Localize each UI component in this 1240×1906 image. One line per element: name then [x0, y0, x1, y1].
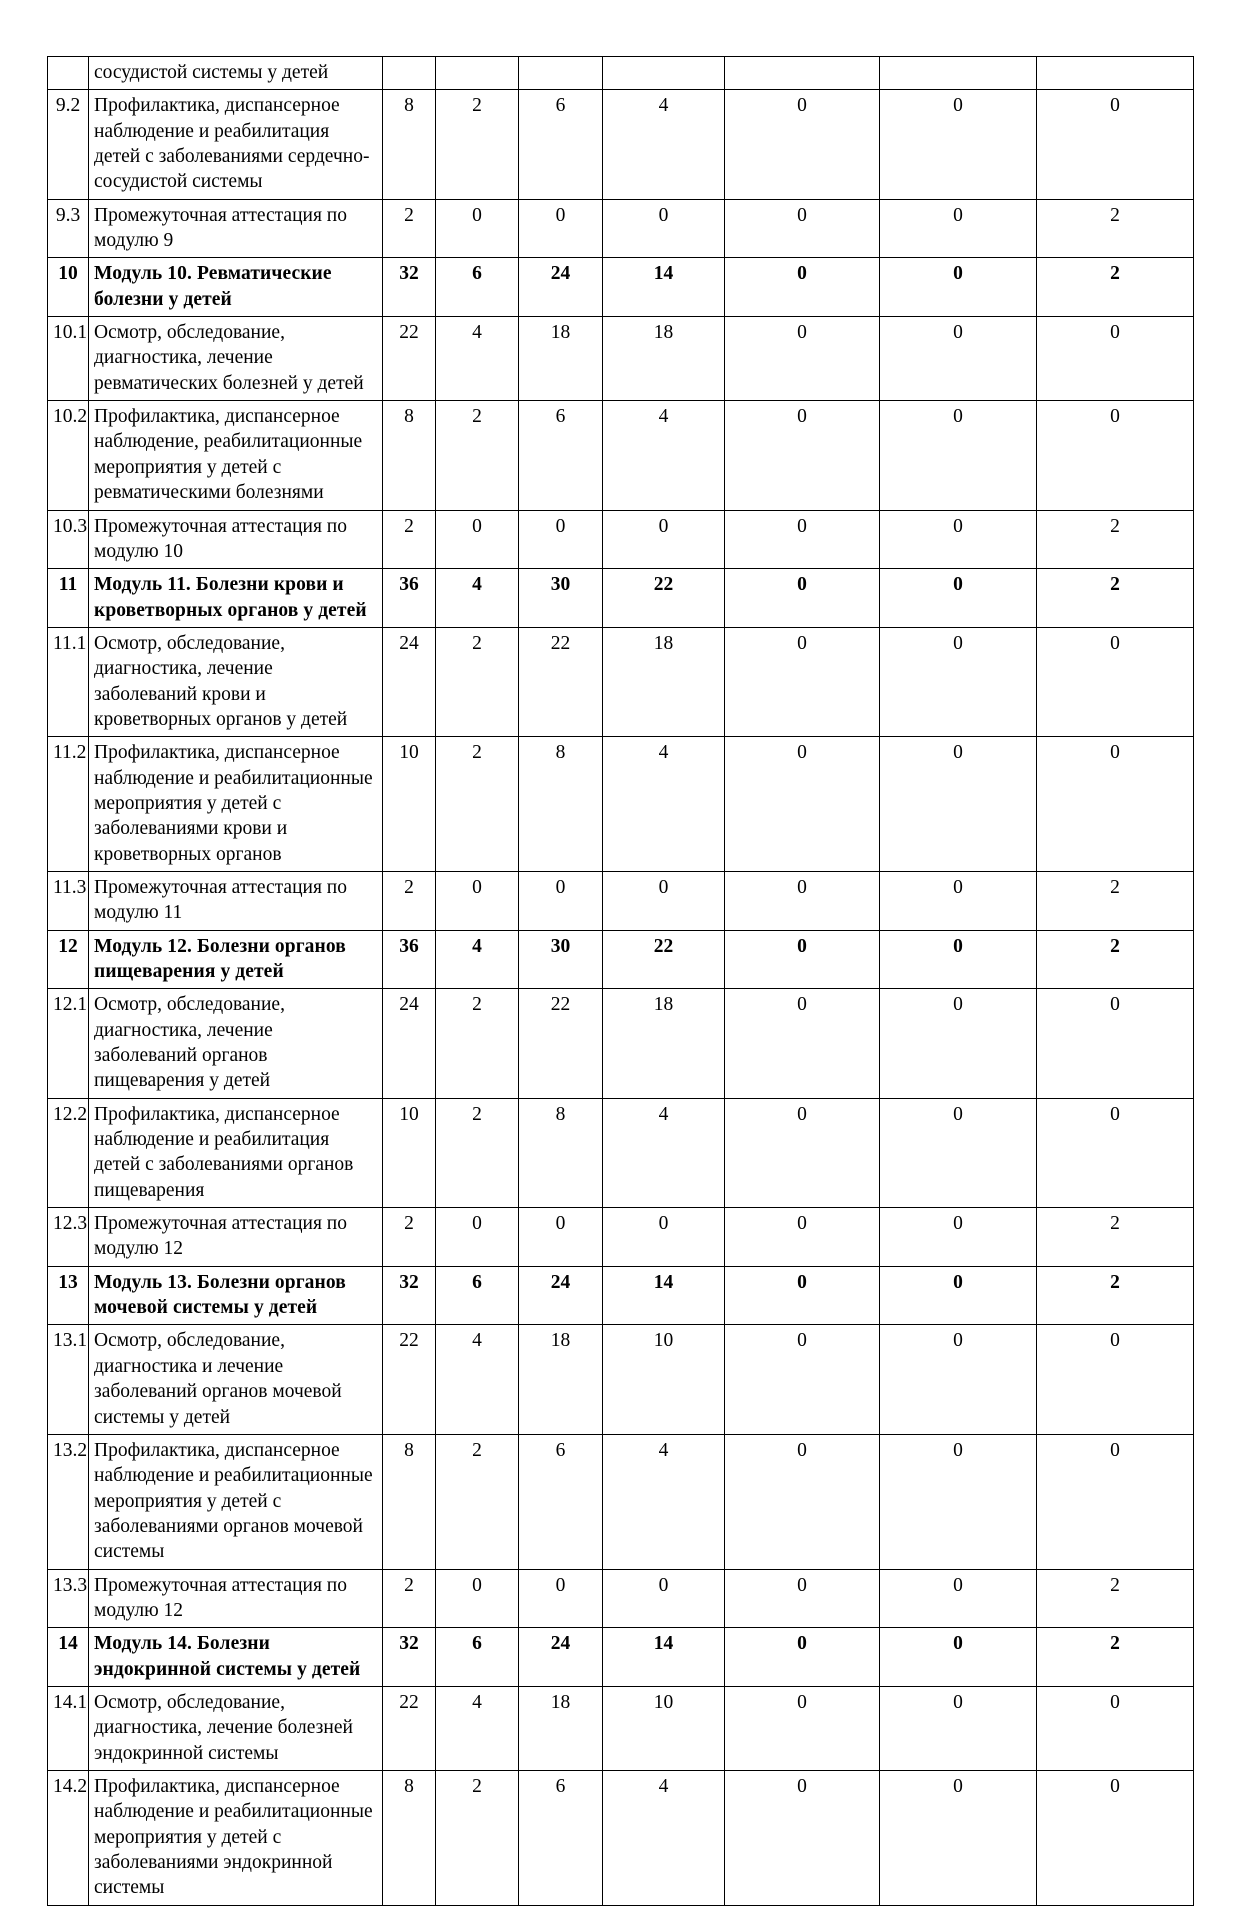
row-index-cell: 12.1 [48, 989, 89, 1098]
row-control-cell: 2 [1037, 1208, 1194, 1267]
row-practice-cell: 0 [519, 871, 603, 930]
row-other2-cell: 0 [880, 871, 1037, 930]
row-name-cell: Профилактика, диспансерное наблюдение и реабилитационные мероприятия у детей с заболеваниями органов мочевой системы [89, 1434, 383, 1569]
row-practice-cell: 22 [519, 989, 603, 1098]
row-simulation-cell: 0 [603, 510, 725, 569]
row-total-hours-cell: 32 [383, 1628, 436, 1687]
row-practice-cell: 0 [519, 1208, 603, 1267]
row-lectures-cell: 2 [436, 1098, 519, 1207]
row-other2-cell: 0 [880, 1434, 1037, 1569]
row-practice-cell: 0 [519, 199, 603, 258]
row-name-cell: Модуль 11. Болезни крови и кроветворных органов у детей [89, 569, 383, 628]
row-name-cell: Профилактика, диспансерное наблюдение и реабилитация детей с заболеваниями органов пищеварения [89, 1098, 383, 1207]
row-lectures-cell: 2 [436, 737, 519, 872]
row-other1-cell [725, 57, 880, 90]
row-practice-cell: 30 [519, 930, 603, 989]
row-name-cell: Профилактика, диспансерное наблюдение и реабилитационные мероприятия у детей с заболеваниями крови и кроветворных органов [89, 737, 383, 872]
row-lectures-cell: 4 [436, 569, 519, 628]
row-index-cell: 13 [48, 1266, 89, 1325]
row-other1-cell: 0 [725, 1628, 880, 1687]
row-index-cell: 11 [48, 569, 89, 628]
row-index-cell: 11.2 [48, 737, 89, 872]
row-control-cell: 2 [1037, 871, 1194, 930]
row-other2-cell: 0 [880, 737, 1037, 872]
row-other1-cell: 0 [725, 199, 880, 258]
row-control-cell: 0 [1037, 989, 1194, 1098]
row-practice-cell [519, 57, 603, 90]
row-lectures-cell: 2 [436, 90, 519, 199]
row-lectures-cell: 4 [436, 1686, 519, 1770]
row-total-hours-cell: 22 [383, 1325, 436, 1434]
row-control-cell: 2 [1037, 1266, 1194, 1325]
row-other1-cell: 0 [725, 871, 880, 930]
row-other1-cell: 0 [725, 1686, 880, 1770]
row-total-hours-cell: 2 [383, 1569, 436, 1628]
table-row [48, 1325, 1194, 1434]
curriculum-table-wrapper [47, 56, 1193, 1906]
row-index-cell: 14.1 [48, 1686, 89, 1770]
row-practice-cell: 18 [519, 1686, 603, 1770]
row-index-cell: 12 [48, 930, 89, 989]
row-other1-cell: 0 [725, 1325, 880, 1434]
row-simulation-cell [603, 57, 725, 90]
row-simulation-cell: 4 [603, 401, 725, 510]
row-simulation-cell: 4 [603, 1434, 725, 1569]
table-row [48, 90, 1194, 199]
row-control-cell: 0 [1037, 90, 1194, 199]
row-other1-cell: 0 [725, 989, 880, 1098]
row-practice-cell: 6 [519, 90, 603, 199]
row-total-hours-cell: 24 [383, 989, 436, 1098]
table-row [48, 1208, 1194, 1267]
row-total-hours-cell: 22 [383, 1686, 436, 1770]
row-name-cell: Профилактика, диспансерное наблюдение, реабилитационные мероприятия у детей с ревматическими болезнями [89, 401, 383, 510]
row-index-cell: 10 [48, 258, 89, 317]
row-control-cell: 0 [1037, 1770, 1194, 1905]
row-index-cell: 11.1 [48, 627, 89, 736]
row-control-cell: 0 [1037, 317, 1194, 401]
row-simulation-cell: 18 [603, 627, 725, 736]
row-simulation-cell: 14 [603, 1628, 725, 1687]
row-other2-cell: 0 [880, 401, 1037, 510]
row-index-cell: 13.1 [48, 1325, 89, 1434]
row-lectures-cell: 0 [436, 510, 519, 569]
row-other2-cell: 0 [880, 510, 1037, 569]
row-other2-cell: 0 [880, 989, 1037, 1098]
row-index-cell: 13.3 [48, 1569, 89, 1628]
table-row [48, 930, 1194, 989]
row-total-hours-cell: 24 [383, 627, 436, 736]
row-control-cell: 0 [1037, 1098, 1194, 1207]
row-index-cell: 12.2 [48, 1098, 89, 1207]
row-practice-cell: 24 [519, 1628, 603, 1687]
row-other2-cell: 0 [880, 1325, 1037, 1434]
row-name-cell: Осмотр, обследование, диагностика и лечение заболеваний органов мочевой системы у детей [89, 1325, 383, 1434]
row-simulation-cell: 10 [603, 1325, 725, 1434]
row-simulation-cell: 0 [603, 1569, 725, 1628]
row-control-cell: 2 [1037, 1628, 1194, 1687]
row-other1-cell: 0 [725, 317, 880, 401]
row-total-hours-cell: 32 [383, 1266, 436, 1325]
row-practice-cell: 6 [519, 1770, 603, 1905]
row-name-cell: Модуль 14. Болезни эндокринной системы у детей [89, 1628, 383, 1687]
row-name-cell: Модуль 13. Болезни органов мочевой системы у детей [89, 1266, 383, 1325]
row-other2-cell: 0 [880, 1569, 1037, 1628]
row-index-cell: 14.2 [48, 1770, 89, 1905]
row-other1-cell: 0 [725, 930, 880, 989]
row-simulation-cell: 4 [603, 1098, 725, 1207]
row-practice-cell: 18 [519, 317, 603, 401]
row-practice-cell: 0 [519, 510, 603, 569]
table-row [48, 1266, 1194, 1325]
row-index-cell: 9.2 [48, 90, 89, 199]
row-simulation-cell: 22 [603, 930, 725, 989]
row-other1-cell: 0 [725, 258, 880, 317]
row-index-cell: 14 [48, 1628, 89, 1687]
table-row [48, 1434, 1194, 1569]
row-name-cell: Модуль 10. Ревматические болезни у детей [89, 258, 383, 317]
row-total-hours-cell: 36 [383, 930, 436, 989]
row-other1-cell: 0 [725, 510, 880, 569]
row-other1-cell: 0 [725, 737, 880, 872]
row-other1-cell: 0 [725, 569, 880, 628]
row-lectures-cell: 0 [436, 1208, 519, 1267]
row-control-cell: 0 [1037, 1434, 1194, 1569]
row-other2-cell: 0 [880, 1770, 1037, 1905]
row-lectures-cell [436, 57, 519, 90]
row-name-cell: Осмотр, обследование, диагностика, лечение заболеваний крови и кроветворных органов у детей [89, 627, 383, 736]
row-other1-cell: 0 [725, 1434, 880, 1569]
row-control-cell: 0 [1037, 1686, 1194, 1770]
row-simulation-cell: 4 [603, 737, 725, 872]
table-row [48, 1770, 1194, 1905]
table-row [48, 989, 1194, 1098]
row-simulation-cell: 0 [603, 871, 725, 930]
table-row [48, 1628, 1194, 1687]
row-control-cell: 2 [1037, 569, 1194, 628]
row-index-cell: 10.1 [48, 317, 89, 401]
row-name-cell: Профилактика, диспансерное наблюдение и реабилитационные мероприятия у детей с заболеваниями эндокринной системы [89, 1770, 383, 1905]
table-row [48, 737, 1194, 872]
row-control-cell: 0 [1037, 401, 1194, 510]
row-other2-cell: 0 [880, 90, 1037, 199]
row-other1-cell: 0 [725, 627, 880, 736]
row-name-cell: Промежуточная аттестация по модулю 9 [89, 199, 383, 258]
row-other1-cell: 0 [725, 1208, 880, 1267]
row-practice-cell: 22 [519, 627, 603, 736]
row-total-hours-cell: 8 [383, 1434, 436, 1569]
row-simulation-cell: 14 [603, 1266, 725, 1325]
row-lectures-cell: 6 [436, 1628, 519, 1687]
row-total-hours-cell: 8 [383, 90, 436, 199]
row-name-cell: Промежуточная аттестация по модулю 12 [89, 1569, 383, 1628]
row-other1-cell: 0 [725, 401, 880, 510]
table-row [48, 627, 1194, 736]
curriculum-table [47, 56, 1194, 1906]
row-other1-cell: 0 [725, 1770, 880, 1905]
row-practice-cell: 6 [519, 401, 603, 510]
row-control-cell: 0 [1037, 1325, 1194, 1434]
row-simulation-cell: 22 [603, 569, 725, 628]
row-index-cell: 11.3 [48, 871, 89, 930]
row-index-cell: 12.3 [48, 1208, 89, 1267]
row-index-cell: 9.3 [48, 199, 89, 258]
row-lectures-cell: 0 [436, 1569, 519, 1628]
table-row [48, 57, 1194, 90]
row-index-cell: 10.2 [48, 401, 89, 510]
table-row [48, 871, 1194, 930]
row-lectures-cell: 2 [436, 1434, 519, 1569]
row-name-cell: Промежуточная аттестация по модулю 12 [89, 1208, 383, 1267]
row-other1-cell: 0 [725, 1098, 880, 1207]
row-simulation-cell: 4 [603, 90, 725, 199]
row-index-cell [48, 57, 89, 90]
row-total-hours-cell: 2 [383, 510, 436, 569]
row-lectures-cell: 0 [436, 199, 519, 258]
table-row [48, 510, 1194, 569]
row-other2-cell: 0 [880, 627, 1037, 736]
row-other2-cell: 0 [880, 199, 1037, 258]
row-name-cell: Промежуточная аттестация по модулю 10 [89, 510, 383, 569]
row-index-cell: 13.2 [48, 1434, 89, 1569]
row-lectures-cell: 0 [436, 871, 519, 930]
row-other2-cell: 0 [880, 258, 1037, 317]
table-row [48, 1098, 1194, 1207]
row-total-hours-cell [383, 57, 436, 90]
row-other2-cell: 0 [880, 1208, 1037, 1267]
row-simulation-cell: 18 [603, 989, 725, 1098]
row-total-hours-cell: 36 [383, 569, 436, 628]
row-other2-cell: 0 [880, 1686, 1037, 1770]
row-total-hours-cell: 2 [383, 1208, 436, 1267]
row-practice-cell: 0 [519, 1569, 603, 1628]
row-other2-cell: 0 [880, 569, 1037, 628]
row-practice-cell: 6 [519, 1434, 603, 1569]
row-other1-cell: 0 [725, 1266, 880, 1325]
row-lectures-cell: 6 [436, 1266, 519, 1325]
row-lectures-cell: 2 [436, 401, 519, 510]
table-row [48, 1686, 1194, 1770]
row-simulation-cell: 18 [603, 317, 725, 401]
table-row [48, 258, 1194, 317]
row-lectures-cell: 6 [436, 258, 519, 317]
row-name-cell: Осмотр, обследование, диагностика, лечение заболеваний органов пищеварения у детей [89, 989, 383, 1098]
row-other2-cell: 0 [880, 1628, 1037, 1687]
row-simulation-cell: 0 [603, 1208, 725, 1267]
row-practice-cell: 8 [519, 737, 603, 872]
row-total-hours-cell: 2 [383, 199, 436, 258]
row-practice-cell: 30 [519, 569, 603, 628]
row-total-hours-cell: 10 [383, 737, 436, 872]
row-other1-cell: 0 [725, 1569, 880, 1628]
row-lectures-cell: 4 [436, 317, 519, 401]
row-control-cell [1037, 57, 1194, 90]
row-lectures-cell: 2 [436, 989, 519, 1098]
row-lectures-cell: 2 [436, 1770, 519, 1905]
row-control-cell: 0 [1037, 737, 1194, 872]
row-practice-cell: 18 [519, 1325, 603, 1434]
row-total-hours-cell: 8 [383, 401, 436, 510]
row-name-cell: Осмотр, обследование, диагностика, лечение ревматических болезней у детей [89, 317, 383, 401]
row-practice-cell: 8 [519, 1098, 603, 1207]
table-row [48, 317, 1194, 401]
row-other2-cell: 0 [880, 930, 1037, 989]
table-row [48, 199, 1194, 258]
table-row [48, 1569, 1194, 1628]
curriculum-table-body [48, 57, 1194, 1906]
row-total-hours-cell: 22 [383, 317, 436, 401]
row-control-cell: 2 [1037, 1569, 1194, 1628]
row-control-cell: 0 [1037, 627, 1194, 736]
table-row [48, 569, 1194, 628]
row-simulation-cell: 0 [603, 199, 725, 258]
row-control-cell: 2 [1037, 199, 1194, 258]
row-simulation-cell: 4 [603, 1770, 725, 1905]
row-control-cell: 2 [1037, 930, 1194, 989]
row-other2-cell [880, 57, 1037, 90]
table-row [48, 401, 1194, 510]
row-index-cell: 10.3 [48, 510, 89, 569]
row-practice-cell: 24 [519, 1266, 603, 1325]
row-lectures-cell: 4 [436, 930, 519, 989]
row-name-cell: Профилактика, диспансерное наблюдение и реабилитация детей с заболеваниями сердечно-сосудистой системы [89, 90, 383, 199]
row-control-cell: 2 [1037, 258, 1194, 317]
row-name-cell: сосудистой системы у детей [89, 57, 383, 90]
row-total-hours-cell: 8 [383, 1770, 436, 1905]
row-total-hours-cell: 2 [383, 871, 436, 930]
row-other2-cell: 0 [880, 317, 1037, 401]
row-control-cell: 2 [1037, 510, 1194, 569]
row-other2-cell: 0 [880, 1098, 1037, 1207]
row-total-hours-cell: 32 [383, 258, 436, 317]
row-lectures-cell: 2 [436, 627, 519, 736]
row-total-hours-cell: 10 [383, 1098, 436, 1207]
row-name-cell: Модуль 12. Болезни органов пищеварения у детей [89, 930, 383, 989]
row-name-cell: Осмотр, обследование, диагностика, лечение болезней эндокринной системы [89, 1686, 383, 1770]
row-other2-cell: 0 [880, 1266, 1037, 1325]
row-lectures-cell: 4 [436, 1325, 519, 1434]
row-name-cell: Промежуточная аттестация по модулю 11 [89, 871, 383, 930]
row-other1-cell: 0 [725, 90, 880, 199]
row-simulation-cell: 10 [603, 1686, 725, 1770]
row-practice-cell: 24 [519, 258, 603, 317]
row-simulation-cell: 14 [603, 258, 725, 317]
